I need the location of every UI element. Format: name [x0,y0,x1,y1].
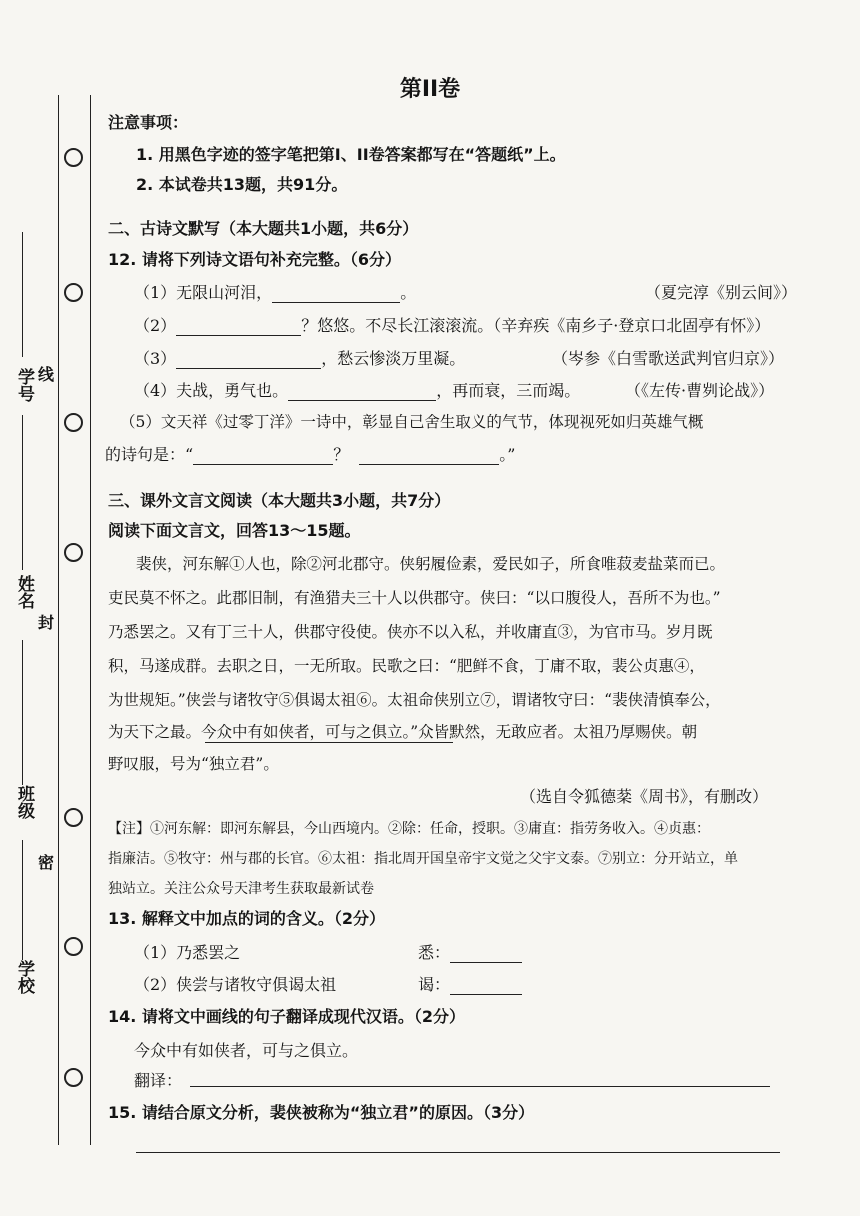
class-label: 班级 [14,785,34,819]
binding-hole [64,413,83,432]
passage-source: （选自令狐德棻《周书》，有删改） [520,787,769,806]
answer-blank[interactable] [450,976,522,995]
binding-hole [64,283,83,302]
passage-line: 乃悉罢之。又有丁三十人，供郡守役使。侠亦不以入私，并收庸直③，为官市马。岁月既 [108,623,713,641]
answer-blank[interactable] [450,944,522,963]
passage-line: 为天下之最。今众中有如侠者，可与之俱立。”众皆默然，无敢应者。太祖乃厚赐侠。朝 [108,723,698,741]
q12-source-1: （夏完淳《别云间》） [645,283,798,302]
student-number-blank[interactable] [22,232,23,357]
binding-hole [64,937,83,956]
answer-blank[interactable] [272,284,400,303]
passage-line: 为世规矩。”侠尝与诸牧守⑤俱谒太祖⑥。太祖命侠别立⑦，谓诸牧守曰：“裴侠清慎奉公， [108,691,721,709]
notes-line: 【注】①河东解：即河东解县，今山西境内。②除：任命，授职。③庸直：指劳务收入。④贞惠： [108,821,710,837]
q14-answer-line[interactable] [190,1086,770,1087]
q13-item-1: （1）乃悉罢之 [134,943,241,962]
class-blank[interactable] [22,640,23,785]
binding-line-outer [58,95,59,1145]
school-label: 学校 [14,960,34,994]
passage-line: 积，马遂成群。去职之日，一无所取。民歌之曰：“肥鲜不食，丁庸不取，裴公贞惠④， [108,657,705,675]
q12-stem: 12. 请将下列诗文语句补充完整。（6分） [108,250,402,269]
binding-hole [64,808,83,827]
answer-blank[interactable] [176,317,301,336]
binding-hole [64,1068,83,1087]
answer-blank[interactable] [288,382,436,401]
passage-line: 裴侠，河东解①人也，除②河北郡守。侠躬履俭素，爱民如子，所食唯菽麦盐菜而已。 [136,555,726,573]
q12-line-4: （4）夫战，勇气也。 ，再而衰，三而竭。 [134,381,581,400]
passage-underline [205,742,453,743]
q13-stem: 13. 解释文中加点的词的含义。（2分） [108,909,386,928]
q13-item-2: （2）侠尝与诸牧守俱谒太祖 [134,975,337,994]
student-number-label: 学号 [14,368,34,402]
q12-line-5b: 的诗句是：“ ？ 。” [105,445,516,464]
notes-line: 指廉洁。⑤牧守：州与郡的长官。⑥太祖：指北周开国皇帝宇文觉之父宇文泰。⑦别立：分开站立，单 [108,851,738,867]
answer-blank[interactable] [359,446,499,465]
school-blank[interactable] [22,840,23,960]
seal-char-mi: 密 [38,853,55,872]
notes-line: 独站立。关注公众号天津考生获取最新试卷 [108,881,374,897]
answer-blank[interactable] [193,446,333,465]
passage-line: 吏民莫不怀之。此郡旧制，有渔猎夫三十人以供郡守。侠曰：“以口腹役人，吾所不为也。” [108,589,721,607]
binding-line-inner [90,95,91,1145]
page-title: 第II卷 [399,77,461,102]
notice-item: 2. 本试卷共13题，共91分。 [136,175,348,194]
q12-source-4: （《左传·曹刿论战》） [625,381,775,400]
section3-intro: 阅读下面文言文，回答13～15题。 [108,521,361,540]
section3-heading: 三、课外文言文阅读（本大题共3小题，共7分） [108,491,451,510]
seal-char-xian: 线 [38,365,55,384]
q13-word-1: 悉： [418,940,522,963]
answer-blank[interactable] [176,350,321,369]
name-blank[interactable] [22,415,23,570]
q12-source-3: （岑参《白雪歌送武判官归京》） [552,349,785,368]
q15-stem: 15. 请结合原文分析，裴侠被称为“独立君”的原因。（3分） [108,1103,535,1122]
q14-stem: 14. 请将文中画线的句子翻译成现代汉语。（2分） [108,1007,466,1026]
name-label: 姓名 [14,575,34,609]
q12-line-3: （3） ，愁云惨淡万里凝。 [134,349,466,368]
q12-line-5a: （5）文天祥《过零丁洋》一诗中，彰显自己舍生取义的气节，体现视死如归英雄气概 [120,413,704,431]
passage-line: 野叹服，号为“独立君”。 [108,755,279,773]
q14-sentence: 今众中有如侠者，可与之俱立。 [134,1041,359,1060]
binding-hole [64,148,83,167]
notice-item: 1. 用黑色字迹的签字笔把第I、II卷答案都写在“答题纸”上。 [136,145,566,164]
q12-line-1: （1）无限山河泪， 。 [134,283,417,302]
notice-heading: 注意事项： [108,113,189,132]
q12-line-2: （2） ？悠悠。不尽长江滚滚流。（辛弃疾《南乡子·登京口北固亭有怀》） [134,316,771,335]
section2-heading: 二、古诗文默写（本大题共1小题，共6分） [108,219,419,238]
seal-char-feng: 封 [38,613,55,632]
q15-answer-line[interactable] [136,1152,780,1153]
binding-hole [64,543,83,562]
q14-translation-label: 翻译： [134,1071,183,1090]
q13-word-2: 谒： [418,972,522,995]
